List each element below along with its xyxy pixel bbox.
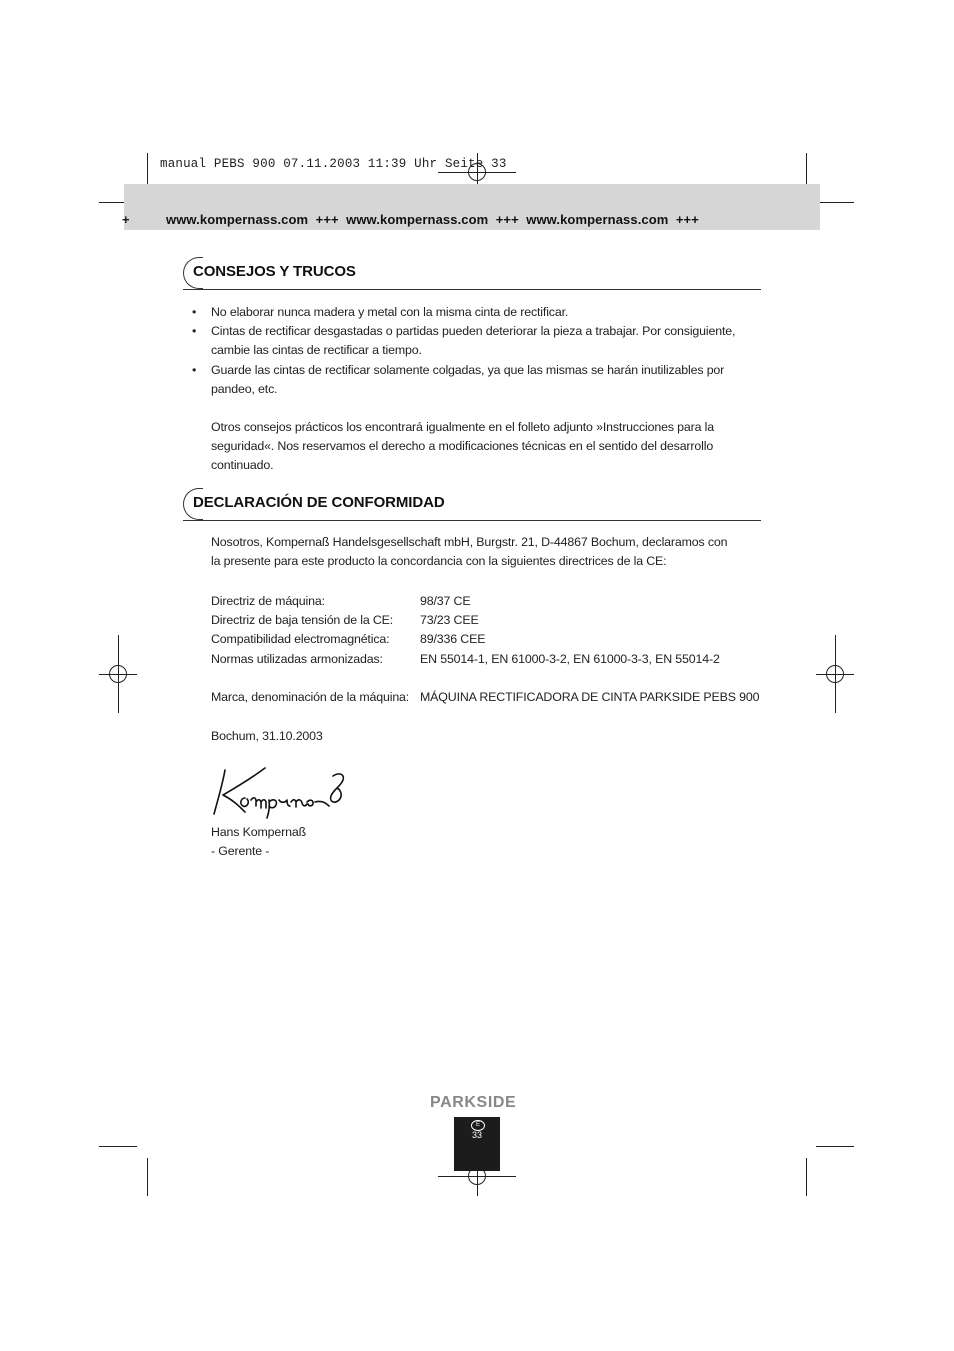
section-heading-consejos	[183, 257, 761, 290]
print-slug: manual PEBS 900 07.11.2003 11:39 Uhr Seite 33	[160, 157, 507, 171]
table-row: Compatibilidad electromagnética: 89/336 CEE	[211, 632, 486, 647]
section-title: CONSEJOS Y TRUCOS	[193, 263, 356, 280]
table-row: Marca, denominación de la máquina: MÁQUINA RECTIFICADORA DE CINTA PARKSIDE PEBS 900	[211, 690, 760, 704]
language-badge: E	[471, 1120, 485, 1131]
directives-table	[211, 592, 759, 707]
page-number: 33	[471, 1130, 482, 1140]
crop-mark-bottom-left-h	[99, 1146, 137, 1147]
page-number-box	[454, 1117, 500, 1171]
registration-mark-left	[99, 635, 137, 713]
table-row: Directriz de baja tensión de la CE: 73/23 CEE	[211, 613, 479, 628]
signer-name: Hans Kompernaß	[211, 825, 307, 839]
list-item: • Cintas de rectificar desgastadas o partidas pueden deteriorar la pieza a trabajar. Por consiguiente, cambie las cintas de rectificar a tiempo.	[192, 324, 736, 358]
section-title: DECLARACIÓN DE CONFORMIDAD	[193, 494, 445, 511]
table-row: Normas utilizadas armonizadas: EN 55014-1, EN 61000-3-2, EN 61000-3-3, EN 55014-2	[211, 651, 720, 666]
place-date: Bochum, 31.10.2003	[211, 729, 323, 743]
header-band-text: www.kompernass.com +++ www.kompernass.com +++ www.kompernass.com +++	[166, 212, 699, 227]
list-item: • Guarde las cintas de rectificar solamente colgadas, ya que las mismas se harán inutilizables por pandeo, etc.	[192, 362, 725, 396]
header-band-plus: +	[122, 212, 130, 227]
tips-list	[192, 303, 752, 399]
crop-mark-top-right-h	[816, 202, 854, 203]
table-row: Directriz de máquina: 98/37 CE	[211, 594, 471, 608]
crop-mark-bottom-right-v	[806, 1158, 807, 1196]
crop-mark-bottom-left-v	[147, 1158, 148, 1196]
registration-mark-right	[816, 635, 854, 713]
signer-role: - Gerente -	[211, 844, 270, 858]
tips-note: Otros consejos prácticos los encontrará igualmente en el folleto adjunto »Instrucciones para la seguridad«. Nos reservamos el derecho a modificaciones técnicas en el sentido del desarrollo continuado.	[211, 420, 715, 473]
crop-mark-bottom-right-h	[816, 1146, 854, 1147]
parkside-logo: PARKSIDE	[430, 1094, 517, 1111]
list-item: • No elaborar nunca madera y metal con la misma cinta de rectificar.	[192, 305, 569, 319]
declaration-intro: Nosotros, Kompernaß Handelsgesellschaft mbH, Burgstr. 21, D-44867 Bochum, declaramos con la presente para este producto la concordancia con la siguientes directrices de la CE:	[211, 535, 728, 569]
section-heading-declaracion	[183, 488, 761, 521]
signature-image	[205, 762, 355, 820]
